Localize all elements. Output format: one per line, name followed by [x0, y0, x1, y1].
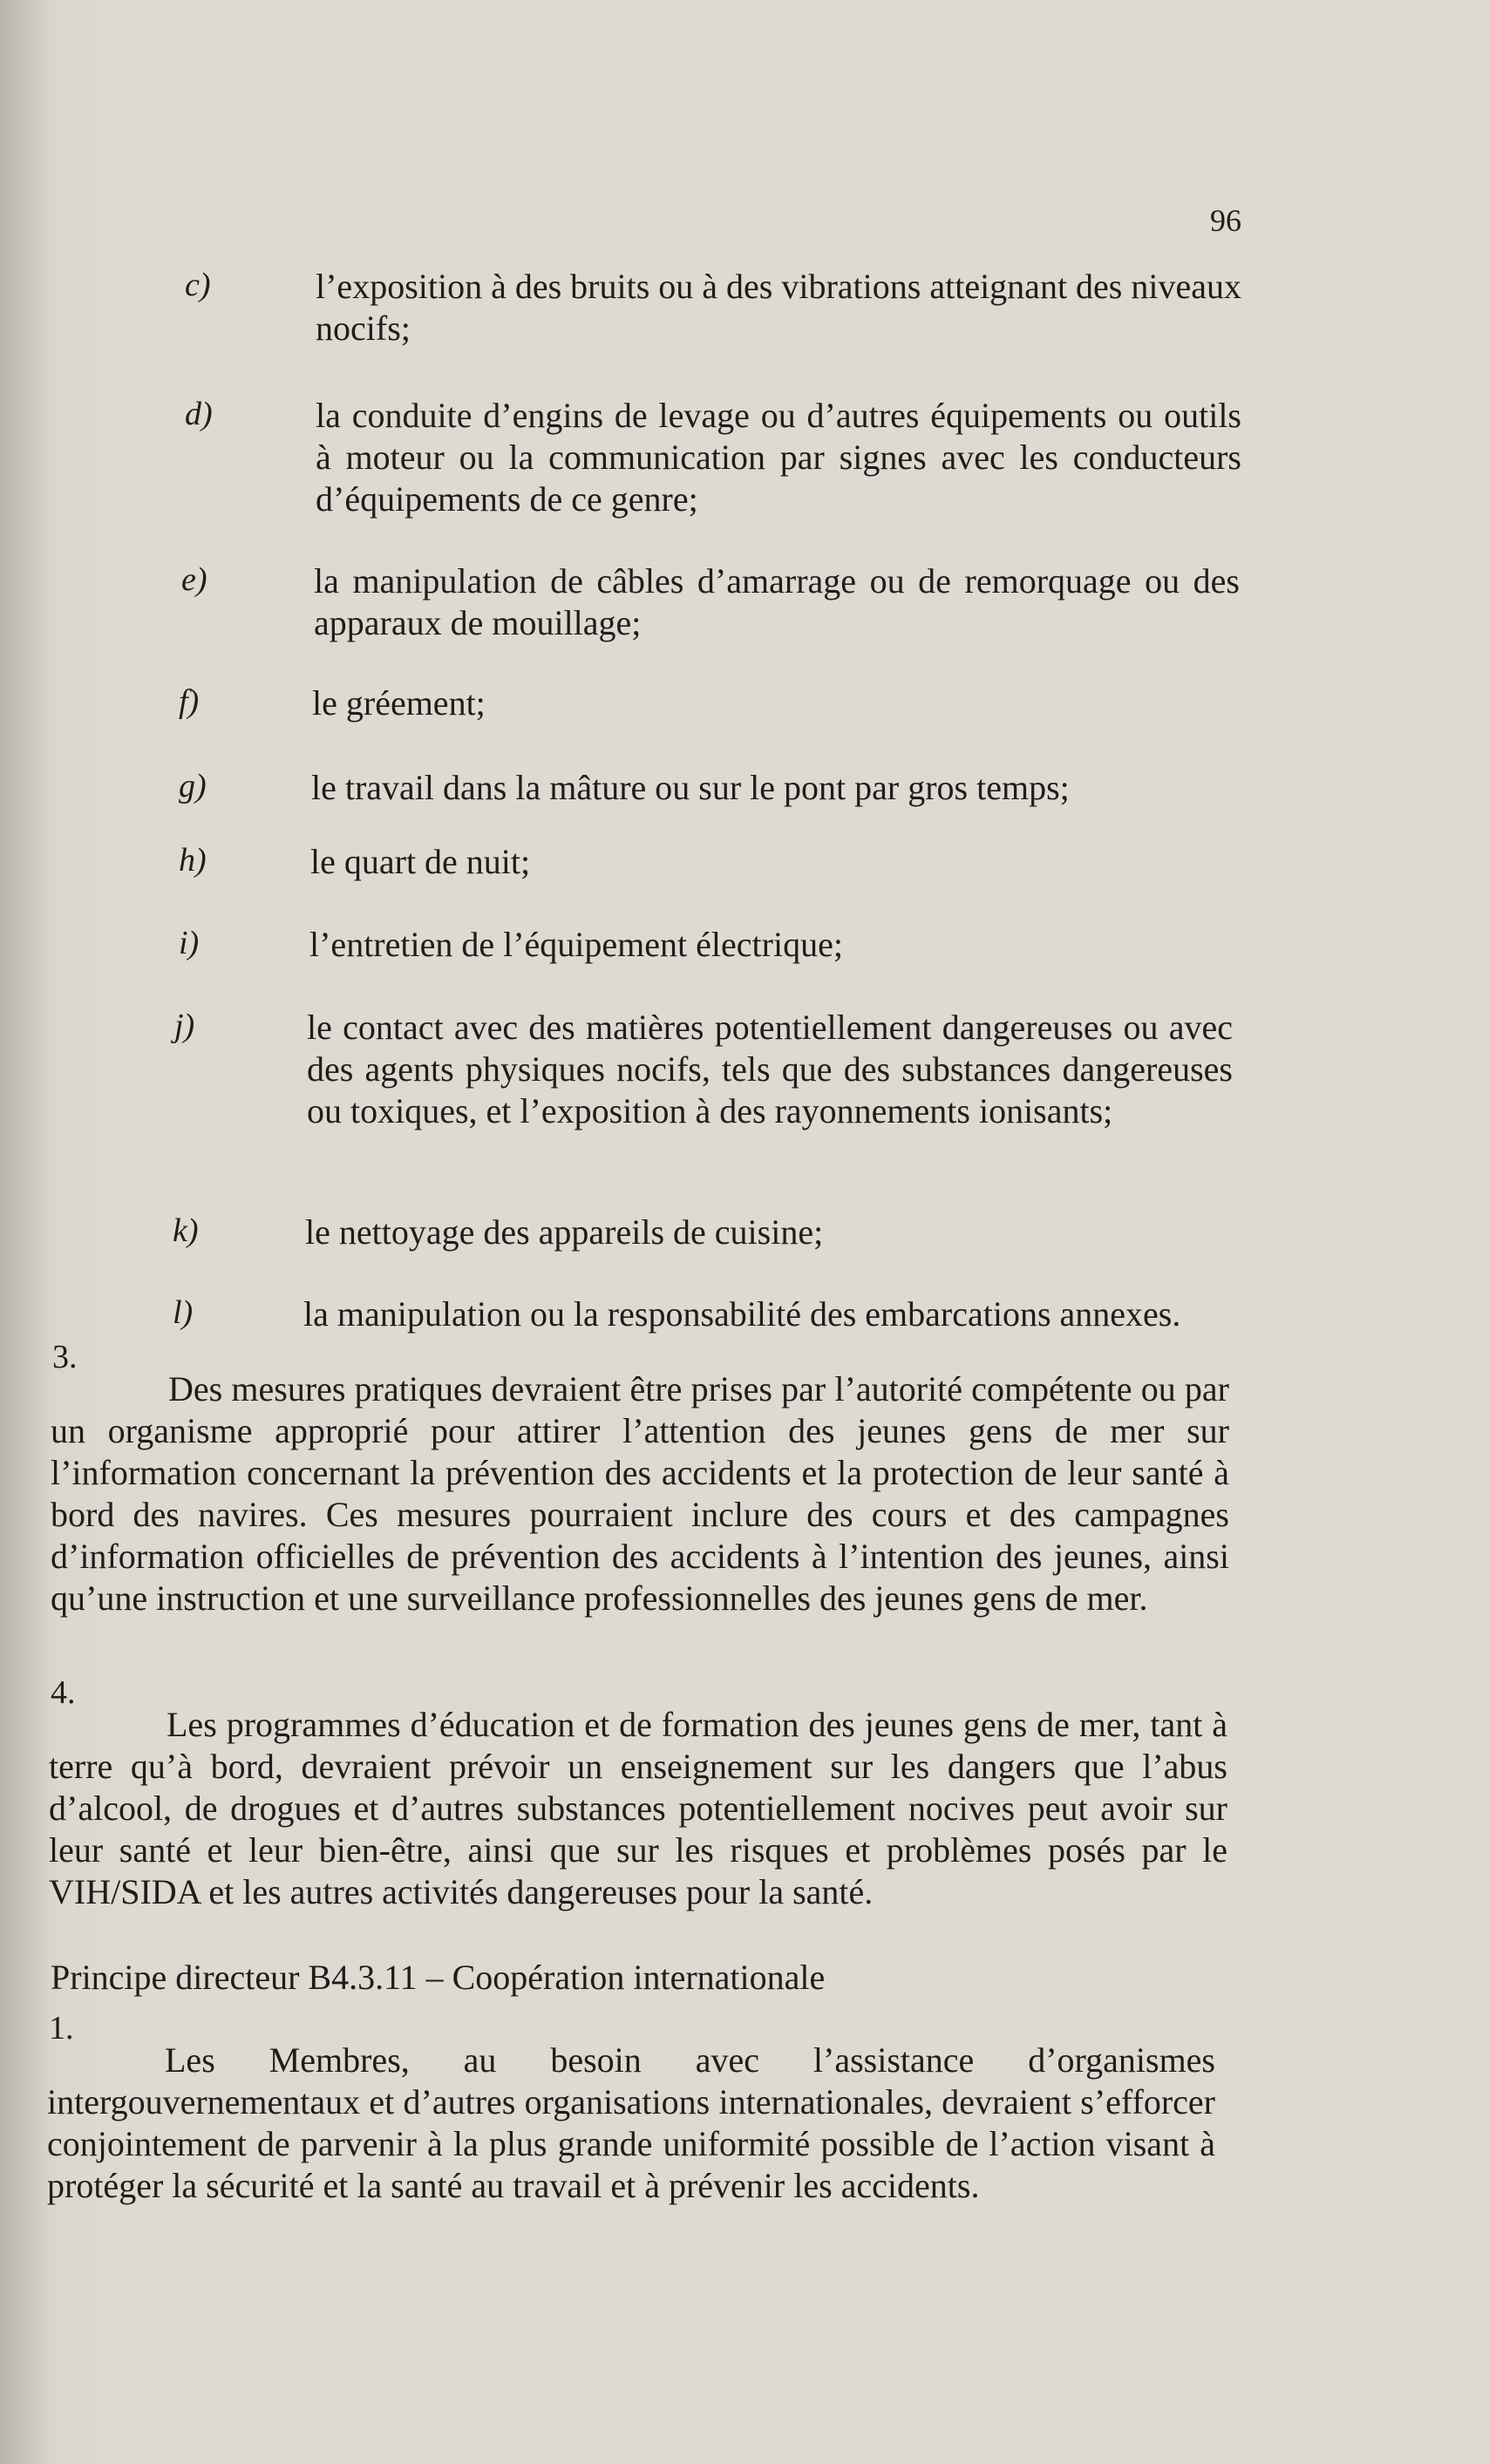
guideline-title: Principe directeur B4.3.11 – Coopération internationale: [51, 1958, 826, 1997]
list-item-text: la manipulation de câbles d’amarrage ou de remorquage ou des apparaux de mouillage;: [314, 561, 1240, 642]
paragraph-number: 4.: [51, 1674, 76, 1711]
list-item-text: le travail dans la mâture ou sur le pont par gros temps;: [311, 768, 1070, 807]
paragraph-text: Des mesures pratiques devraient être prises par l’autorité compétente ou par un organisme approprié pour attirer l’attention des jeunes gens de mer sur l’information concernant la prévention des accidents et la protection de leur santé à bord des navires. Ces mesures pourraient inclure des cours et des campagnes d’information officielles de prévention des accidents à l’intention des jeunes, ainsi qu’une instruction et une surveillance professionnelles des jeunes gens de mer.: [51, 1369, 1229, 1618]
paragraph-text: Les Membres, au besoin avec l’assistance d’organismes intergouvernementaux et d’autres organisations internationales, devraient s’efforcer conjointement de parvenir à la plus grande uniformité possible de l’action visant à protéger la sécurité et la santé au travail et à prévenir les accidents.: [47, 2040, 1215, 2205]
list-item-text: le quart de nuit;: [310, 842, 531, 881]
list-item-letter: f): [179, 683, 200, 720]
paragraph-text: Les programmes d’éducation et de formation des jeunes gens de mer, tant à terre qu’à bord, devraient prévoir un enseignement sur les dangers que l’abus d’alcool, de drogues et d’autres substances potentiellement nocives peut avoir sur leur santé et leur bien-être, ainsi que sur les risques et problèmes posés par le VIH/SIDA et les autres activités dangereuses pour la santé.: [49, 1705, 1227, 1911]
list-item-text: l’exposition à des bruits ou à des vibrations atteignant des niveaux nocifs;: [316, 267, 1241, 348]
list-item-letter: j): [174, 1008, 195, 1044]
list-item-letter: c): [185, 267, 211, 303]
list-item-text: le nettoyage des appareils de cuisine;: [305, 1212, 824, 1252]
list-item-letter: g): [179, 768, 207, 804]
list-item-text: l’entretien de l’équipement électrique;: [309, 925, 843, 964]
list-item-letter: h): [179, 842, 207, 879]
list-item-letter: l): [173, 1294, 194, 1331]
list-item-text: le gréement;: [312, 683, 486, 723]
list-item-text: le contact avec des matières potentiellement dangereuses ou avec des agents physiques nocifs, tels que des substances dangereuses ou toxiques, et l’exposition à des rayonnements ionisants;: [307, 1008, 1233, 1130]
list-item-letter: i): [179, 925, 200, 961]
paragraph-number: 1.: [49, 2010, 74, 2047]
list-item-letter: k): [173, 1212, 199, 1249]
page-number: 96: [1210, 203, 1241, 238]
paragraph-number: 3.: [52, 1339, 78, 1375]
list-item-letter: d): [185, 396, 213, 432]
list-item-text: la manipulation ou la responsabilité des embarcations annexes.: [303, 1294, 1181, 1334]
list-item-text: la conduite d’engins de levage ou d’autres équipements ou outils à moteur ou la communication par signes avec les conducteurs d’équipements de ce genre;: [316, 396, 1241, 519]
list-item-letter: e): [181, 561, 207, 598]
